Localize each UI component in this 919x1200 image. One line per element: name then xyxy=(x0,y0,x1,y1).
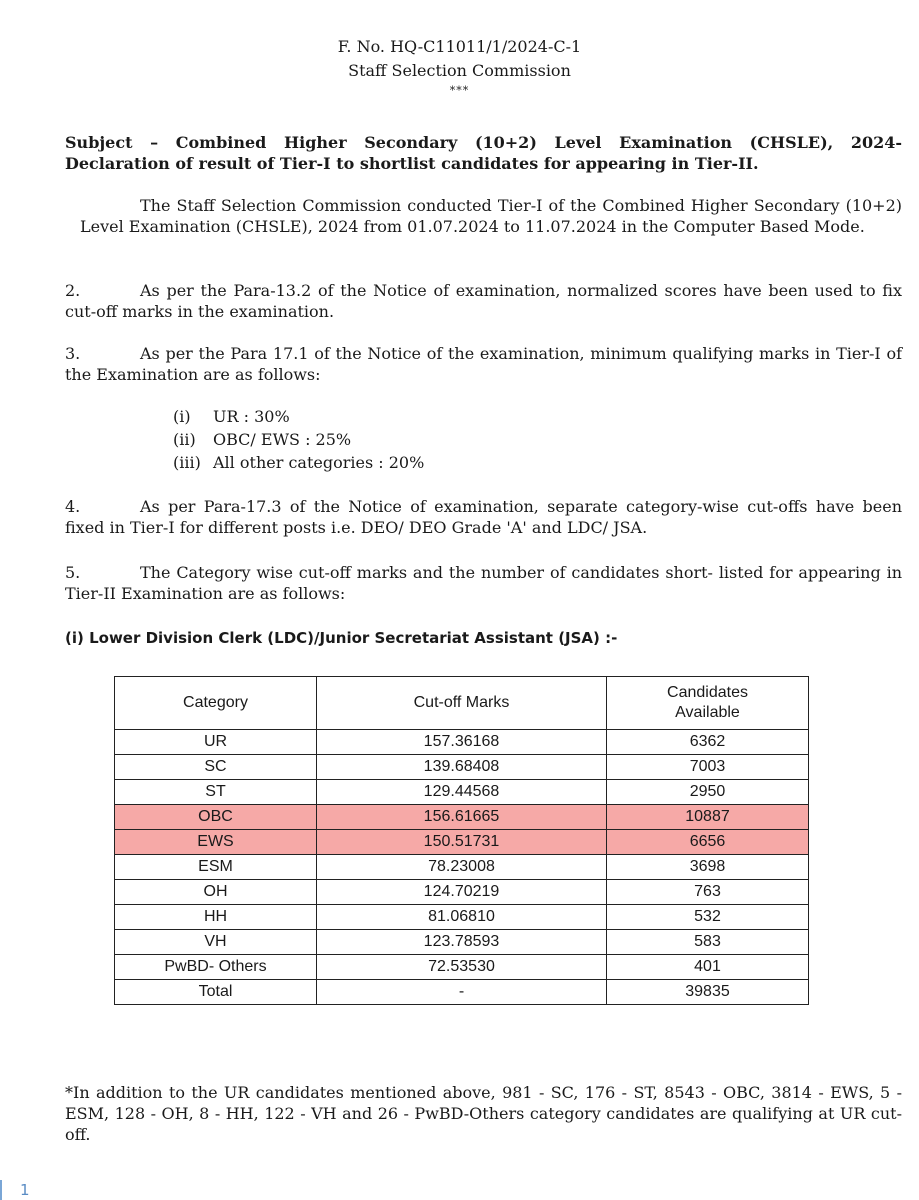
cell-cutoff: 124.70219 xyxy=(317,880,607,905)
cell-candidates: 401 xyxy=(607,955,809,980)
cell-cutoff: 150.51731 xyxy=(317,830,607,855)
cell-cutoff: - xyxy=(317,980,607,1005)
cell-candidates: 10887 xyxy=(607,805,809,830)
file-number: F. No. HQ-C11011/1/2024-C-1 xyxy=(337,37,582,56)
paragraph-1: The Staff Selection Commission conducted Tier-I of the Combined Higher Secondary (10+2) Level Examination (CHSLE), 2024 from 01.07.2024 to 11.07.2024 in the Computer Based Mode. xyxy=(80,196,902,236)
cell-category: ESM xyxy=(115,855,317,880)
table-row xyxy=(115,955,809,980)
document-header xyxy=(0,35,919,99)
table-total-row xyxy=(115,980,809,1005)
table-header-row xyxy=(115,677,809,730)
page-number: 1 xyxy=(20,1181,30,1199)
list-item: (ii) OBC/ EWS : 25% xyxy=(173,430,352,449)
paragraph-5 xyxy=(65,562,902,604)
organization-name: Staff Selection Commission xyxy=(348,61,571,80)
paragraph-4-number: 4. xyxy=(65,497,81,516)
page-indicator-bar xyxy=(0,1180,2,1200)
paragraph-4-text: As per Para-17.3 of the Notice of examination, separate category-wise cut-offs have been fixed in Tier-I for different posts i.e. DEO/ DEO Grade 'A' and LDC/ JSA. xyxy=(65,497,902,537)
cell-cutoff: 157.36168 xyxy=(317,730,607,755)
cell-cutoff: 123.78593 xyxy=(317,930,607,955)
cell-category: HH xyxy=(115,905,317,930)
subject-label: Subject xyxy=(65,133,133,152)
header-separator: *** xyxy=(449,84,470,97)
cell-category: EWS xyxy=(115,830,317,855)
cell-category: Total xyxy=(115,980,317,1005)
table-row-highlighted xyxy=(115,830,809,855)
paragraph-5-number: 5. xyxy=(65,563,81,582)
paragraph-4 xyxy=(65,496,902,538)
cell-candidates: 763 xyxy=(607,880,809,905)
table-row xyxy=(115,855,809,880)
paragraph-5-text: The Category wise cut-off marks and the number of candidates short- listed for appearing in Tier-II Examination are as follows: xyxy=(65,563,902,603)
cell-category: PwBD- Others xyxy=(115,955,317,980)
paragraph-2-text: As per the Para-13.2 of the Notice of examination, normalized scores have been used to fix cut-off marks in the examination. xyxy=(65,281,902,321)
cell-cutoff: 78.23008 xyxy=(317,855,607,880)
table-row xyxy=(115,730,809,755)
cell-category: SC xyxy=(115,755,317,780)
cell-candidates: 6656 xyxy=(607,830,809,855)
subject-line xyxy=(65,132,902,174)
table-row-highlighted xyxy=(115,805,809,830)
table-row xyxy=(115,905,809,930)
cell-candidates: 583 xyxy=(607,930,809,955)
list-item: (i) UR : 30% xyxy=(173,407,290,426)
cell-cutoff: 72.53530 xyxy=(317,955,607,980)
cell-category: VH xyxy=(115,930,317,955)
cell-category: ST xyxy=(115,780,317,805)
paragraph-3-number: 3. xyxy=(65,344,81,363)
header-candidates-available: Candidates Available xyxy=(607,677,809,730)
cell-cutoff: 129.44568 xyxy=(317,780,607,805)
cell-category: OH xyxy=(115,880,317,905)
paragraph-3-text: As per the Para 17.1 of the Notice of the examination, minimum qualifying marks in Tier-I of the Examination are as follows: xyxy=(65,344,902,384)
subject-text: Combined Higher Secondary (10+2) Level Examination (CHSLE), 2024- Declaration of result of Tier-I to shortlist candidates for appearing in Tier-II. xyxy=(65,133,903,173)
subject-dash: – xyxy=(150,133,159,152)
cell-category: UR xyxy=(115,730,317,755)
cell-cutoff: 81.06810 xyxy=(317,905,607,930)
cell-candidates: 3698 xyxy=(607,855,809,880)
list-item: (iii) All other categories : 20% xyxy=(173,453,425,472)
paragraph-3 xyxy=(65,343,902,385)
cell-candidates: 6362 xyxy=(607,730,809,755)
cell-candidates: 7003 xyxy=(607,755,809,780)
cell-category: OBC xyxy=(115,805,317,830)
table-row xyxy=(115,880,809,905)
cell-candidates: 532 xyxy=(607,905,809,930)
header-cutoff-marks: Cut-off Marks xyxy=(317,677,607,730)
table-row xyxy=(115,755,809,780)
cell-candidates: 39835 xyxy=(607,980,809,1005)
table-row xyxy=(115,780,809,805)
cell-candidates: 2950 xyxy=(607,780,809,805)
section-title: (i) Lower Division Clerk (LDC)/Junior Secretariat Assistant (JSA) :- xyxy=(65,629,618,647)
paragraph-2-number: 2. xyxy=(65,281,81,300)
cutoff-table xyxy=(114,676,809,1005)
table-row xyxy=(115,930,809,955)
cell-cutoff: 156.61665 xyxy=(317,805,607,830)
paragraph-2 xyxy=(65,280,902,322)
footnote: *In addition to the UR candidates mentioned above, 981 - SC, 176 - ST, 8543 - OBC, 3814 - EWS, 5 - ESM, 128 - OH, 8 - HH, 122 - VH and 26 - PwBD-Others category candidates are qualifying at UR cut-off. xyxy=(65,1083,902,1144)
qualifying-marks-list xyxy=(173,406,573,475)
cell-cutoff: 139.68408 xyxy=(317,755,607,780)
header-category: Category xyxy=(115,677,317,730)
